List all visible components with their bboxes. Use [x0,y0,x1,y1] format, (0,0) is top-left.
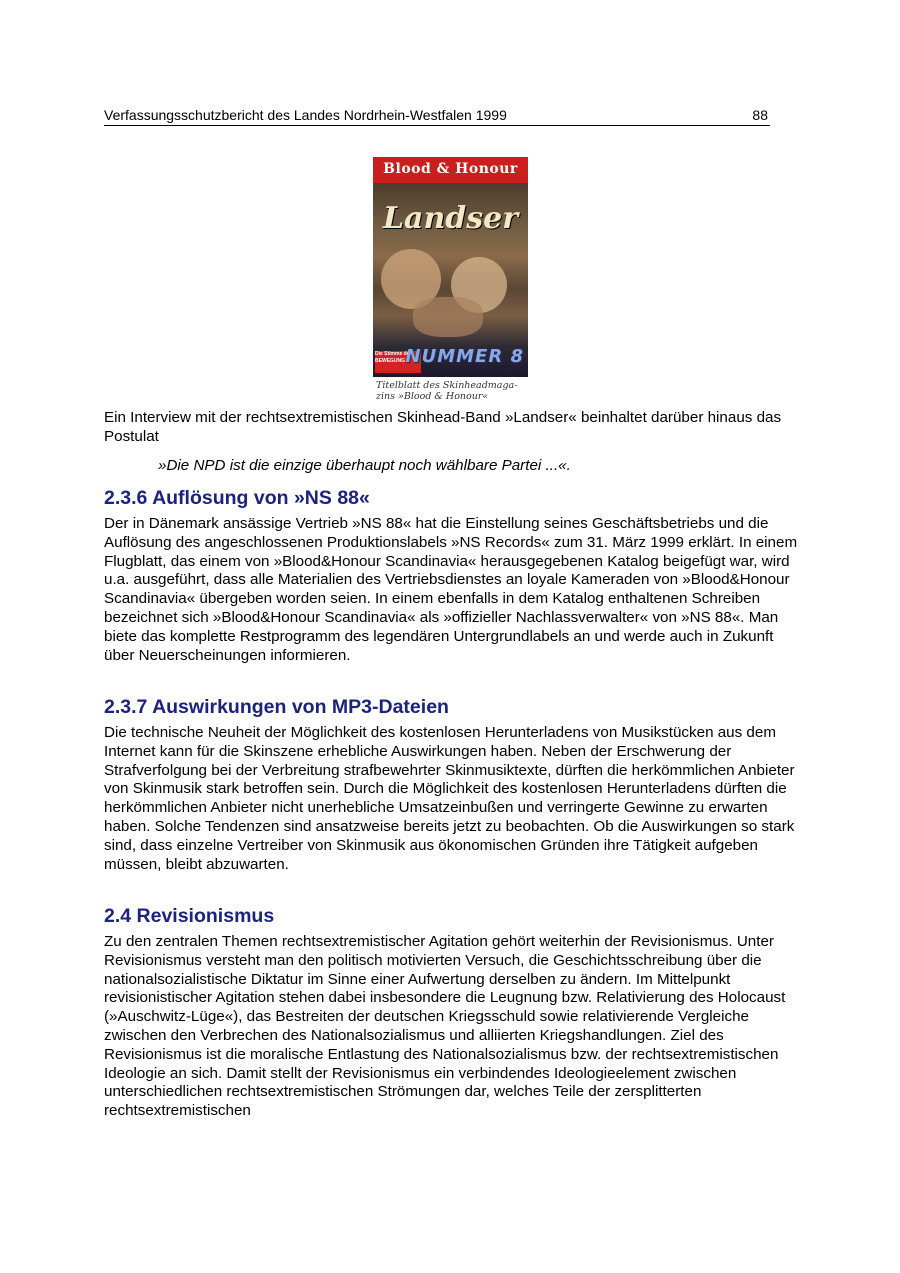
magazine-cover-figure [373,157,528,402]
section-heading-2-3-7: 2.3.7 Auswirkungen von MP3-Dateien [104,696,449,718]
section-text-2-3-6: Der in Dänemark ansässige Vertrieb »NS 88« hat die Einstellung seines Geschäftsbetriebs und die Auflösung des angeschlossenen Produktionslabels »NS Records« zum 31. März 1999 erklärt. In einem Flugblatt, das einem von »Blood&Honour Scandinavia« herausgegebenen Katalog beigefügt war, wird u.a. ausgeführt, dass alle Materialien des Vertriebsdienstes an loyale Kameraden von »Blood&Honour Scandinavia« übergeben worden seien. In einem ebenfalls in dem Katalog enthaltenen Schreiben bezeichnet sich »Blood&Honour Scandinavia« als »offizieller Nachlassverwalter« von »NS 88«. Man biete das komplette Restprogramm des legendären Untergrundlabels an und werde auch in Zukunft über Neuerscheinungen informieren. [104,515,798,664]
running-header [104,107,770,126]
cover-logo-text: Blood & Honour [383,161,518,177]
header-title: Verfassungsschutzbericht des Landes Nordrhein-Westfalen 1999 [104,107,507,123]
section-text-2-4: Zu den zentralen Themen rechtsextremistischer Agitation gehört weiterhin der Revisionismus. Unter Revisionismus versteht man den politisch motivierten Versuch, die Geschichtsschreibung über die nationalsozialistische Diktatur im Sinne einer Aufwertung derselben zu ändern. Im Mittelpunkt revisionistischer Agitation stehen dabei insbesondere die Leugnung bzw. Relativierung des Holocaust (»Auschwitz-Lüge«), das Bestreiten der deutschen Kriegsschuld sowie relativierende Vergleiche zwischen den Verbrechen des Nationalsozialismus und alliierten Kriegshandlungen. Ziel des Revisionismus ist die moralische Entlastung des Nationalsozialismus bzw. der rechtsextremistischen Ideologie an sich. Damit stellt der Revisionismus ein verbindendes Ideologieelement zwischen unterschiedlichen rechtsextremistischen Strömungen dar, welches Teile der zersplitterten rechtsextremistischen [104,933,786,1120]
page-number: 88 [752,107,768,123]
section-text-2-3-7: Die technische Neuheit der Möglichkeit des kostenlosen Herunterladens von Musikstücken aus dem Internet kann für die Skinszene erhebliche Auswirkungen haben. Neben der Erschwerung der Strafverfolgung bei der Verbreitung strafbewehrter Skinmusiktexte, dürften die herkömmlichen Anbieter von Skinmusik stark betroffen sein. Durch die Möglichkeit des kostenlosen Herunterladens dürften die herkömmlichen Anbieter nicht unerhebliche Umsatzeinbußen und verringerte Gewinne zu erwarten haben. Solche Tendenzen sind ansatzweise bereits jetzt zu beobachten. Ob die Auswirkungen so stark sind, dass einzelne Vertreiber von Skinmusik aus ökonomischen Gründen ihre Tätigkeit aufgeben müssen, bleibt abzuwarten. [104,724,795,873]
cover-issue-number: NUMMER 8 [405,346,524,367]
npd-quote: »Die NPD ist die einzige überhaupt noch wählbare Partei ...«. [158,457,571,474]
section-heading-2-3-6: 2.3.6 Auflösung von »NS 88« [104,487,370,509]
section-heading-2-4: 2.4 Revisionismus [104,905,275,927]
cover-badge: Die Stimme der BEWEGUNG [375,351,421,373]
cover-photo-shape [413,297,483,337]
figure-caption: Titelblatt des Skinheadmaga- zins »Blood & Honour« [376,380,518,402]
cover-band-name: Landser [382,201,519,236]
magazine-cover-image [373,157,528,377]
intro-paragraph: Ein Interview mit der rechtsextremistischen Skinhead-Band »Landser« beinhaltet darüber hinaus das Postulat [104,409,782,445]
